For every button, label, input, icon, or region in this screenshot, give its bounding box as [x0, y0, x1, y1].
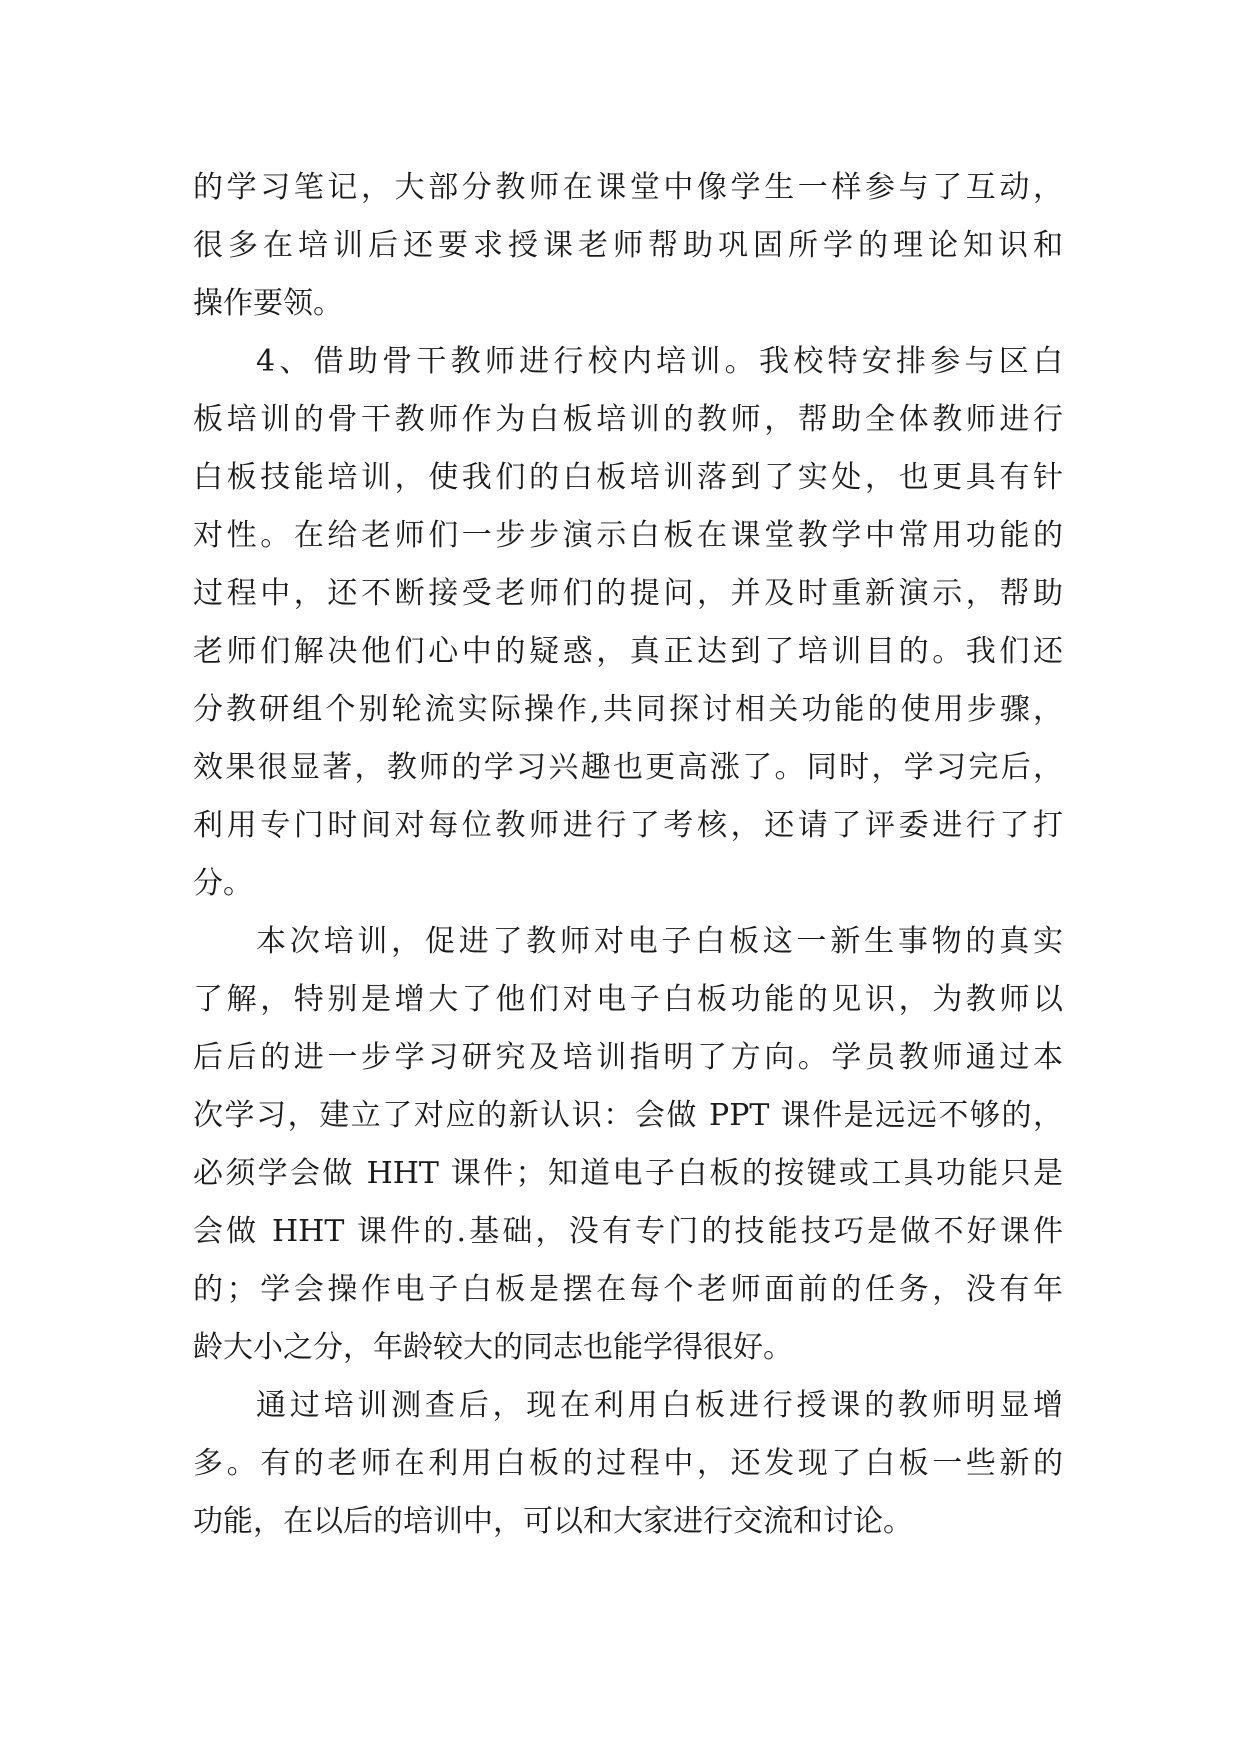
- text-line: 了解，特别是增大了他们对电子白板功能的见识，为教师以: [193, 982, 1063, 1017]
- text-line: 必须学会做 HHT 课件；知道电子白板的按键或工具功能只是: [193, 1156, 1063, 1191]
- text-line: 过程中，还不断接受老师们的提问，并及时重新演示，帮助: [193, 576, 1063, 611]
- paragraph-first-line: 通过培训测查后，现在利用白板进行授课的教师明显增: [256, 1388, 1063, 1423]
- text-line: 功能，在以后的培训中，可以和大家进行交流和讨论。: [193, 1504, 913, 1539]
- text-line: 很多在培训后还要求授课老师帮助巩固所学的理论知识和: [193, 228, 1063, 263]
- text-line: 对性。在给老师们一步步演示白板在课堂教学中常用功能的: [193, 518, 1063, 553]
- text-line: 龄大小之分，年龄较大的同志也能学得很好。: [193, 1330, 793, 1365]
- text-line: 分教研组个别轮流实际操作,共同探讨相关功能的使用步骤，: [193, 692, 1063, 727]
- text-line: 分。: [193, 866, 253, 901]
- text-line: 操作要领。: [193, 286, 343, 321]
- text-line: 会做 HHT 课件的.基础，没有专门的技能技巧是做不好课件: [193, 1214, 1063, 1249]
- text-line: 后后的进一步学习研究及培训指明了方向。学员教师通过本: [193, 1040, 1063, 1075]
- text-line: 效果很显著，教师的学习兴趣也更高涨了。同时，学习完后，: [193, 750, 1063, 785]
- text-line: 白板技能培训，使我们的白板培训落到了实处，也更具有针: [193, 460, 1063, 495]
- text-line: 多。有的老师在利用白板的过程中，还发现了白板一些新的: [193, 1446, 1063, 1481]
- text-line: 利用专门时间对每位教师进行了考核，还请了评委进行了打: [193, 808, 1063, 843]
- text-line: 的；学会操作电子白板是摆在每个老师面前的任务，没有年: [193, 1272, 1063, 1307]
- paragraph-first-line: 本次培训，促进了教师对电子白板这一新生事物的真实: [256, 924, 1063, 959]
- text-line: 老师们解决他们心中的疑惑，真正达到了培训目的。我们还: [193, 634, 1063, 669]
- text-line: 板培训的骨干教师作为白板培训的教师，帮助全体教师进行: [193, 402, 1063, 437]
- text-line: 的学习笔记，大部分教师在课堂中像学生一样参与了互动，: [193, 170, 1063, 205]
- paragraph-first-line: 4、借助骨干教师进行校内培训。我校特安排参与区白: [256, 344, 1063, 379]
- text-line: 次学习，建立了对应的新认识：会做 PPT 课件是远远不够的，: [193, 1098, 1063, 1133]
